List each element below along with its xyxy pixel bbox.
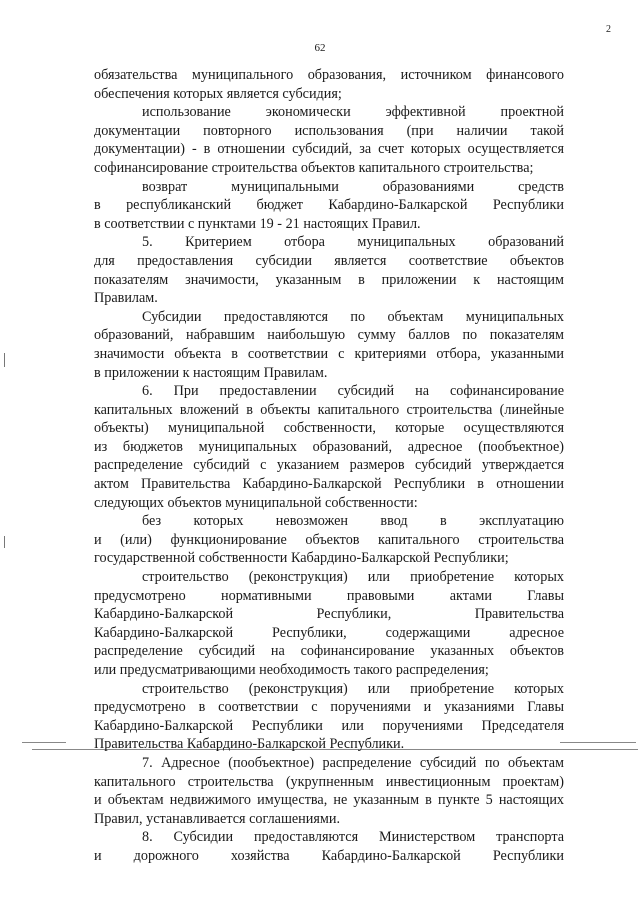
edge-tick xyxy=(4,353,5,367)
text-line: объекты) муниципальной собственности, которые осуществляются xyxy=(94,420,564,437)
text-line: предусмотрено в соответствии с поручениями и указаниями Главы xyxy=(94,699,564,716)
text-line: актом Правительства Кабардино-Балкарской Республики в отношении xyxy=(94,476,564,493)
text-line: образований, набравшим наибольшую сумму баллов по показателям xyxy=(94,327,564,344)
text-line: в республиканский бюджет Кабардино-Балкарской Республики xyxy=(94,197,564,214)
paragraph xyxy=(94,103,564,177)
text-line: или предусматривающими необходимость такого распределения; xyxy=(94,662,489,678)
paragraph xyxy=(94,382,564,512)
text-line: государственной собственности Кабардино-Балкарской Республики; xyxy=(94,550,509,567)
text-line: использование экономически эффективной проектной xyxy=(142,104,564,121)
paragraph xyxy=(94,178,564,234)
scan-line xyxy=(22,742,66,743)
paragraph xyxy=(94,512,564,568)
text-line: распределение субсидий с указанием размеров субсидий утверждается xyxy=(94,457,564,474)
text-line: капитального строительства (укрупненным инвестиционным проектам) xyxy=(94,773,564,790)
text-line: из бюджетов муниципальных образований, адресное (пообъектное) xyxy=(94,438,564,455)
text-line: в соответствии с пунктами 19 - 21 настоящих Правил. xyxy=(94,215,421,232)
text-line: значимости объекта в соответствии с критериями отбора, указанными xyxy=(94,345,564,362)
text-line: обеспечения которых является субсидия; xyxy=(94,85,342,102)
text-line: капитальных вложений в объекты капитального строительства (линейные xyxy=(94,401,564,418)
corner-mark: 2 xyxy=(606,24,611,35)
text-line: предусмотрено нормативными правовыми актами Главы xyxy=(94,587,564,604)
edge-tick xyxy=(4,536,5,548)
text-line: показателям значимости, указанным в приложении к настоящим xyxy=(94,271,564,288)
paragraph xyxy=(94,754,564,828)
paragraph xyxy=(94,568,564,680)
text-line: распределение субсидий на софинансирование указанных объектов xyxy=(94,643,564,660)
paragraph xyxy=(94,680,564,754)
text-line: обязательства муниципального образования, источником финансового xyxy=(94,67,564,83)
text-line: Правительства Кабардино-Балкарской Республики. xyxy=(94,736,405,753)
text-line: 5. Критерием отбора муниципальных образований xyxy=(142,234,564,251)
page-number: 62 xyxy=(314,42,326,54)
text-line: в приложении к настоящим Правилам. xyxy=(94,364,328,381)
text-line: возврат муниципальными образованиями средств xyxy=(142,178,564,195)
paragraph xyxy=(94,233,564,307)
paragraph xyxy=(94,828,564,865)
paragraph xyxy=(94,66,564,103)
text-line: Правил, устанавливается соглашениями. xyxy=(94,810,341,827)
text-line: документации) - в отношении субсидий, за счет которых осуществляется xyxy=(94,141,564,158)
paragraph xyxy=(94,308,564,382)
text-line: Кабардино-Балкарской Республики или поручениями Председателя xyxy=(94,717,564,734)
text-line: Правилам. xyxy=(94,290,158,307)
text-line: Кабардино-Балкарской Республики, содержащими адресное xyxy=(94,624,564,641)
text-line: строительство (реконструкция) или приобретение которых xyxy=(142,569,564,586)
text-line: для предоставления субсидии является соответствие объектов xyxy=(94,252,564,269)
text-line: 7. Адресное (пообъектное) распределение субсидий по объектам xyxy=(142,754,564,771)
text-line: следующих объектов муниципальной собственности: xyxy=(94,494,418,511)
scan-line xyxy=(560,742,636,743)
text-line: софинансирование строительства объектов капитального строительства; xyxy=(94,159,534,176)
text-line: и дорожного хозяйства Кабардино-Балкарской Республики xyxy=(94,847,564,864)
text-line: Кабардино-Балкарской Республики, Правительства xyxy=(94,606,564,623)
text-line: без которых невозможен ввод в эксплуатацию xyxy=(142,513,564,530)
document-body xyxy=(94,66,564,866)
text-line: документации повторного использования (при наличии такой xyxy=(94,122,564,139)
text-line: и объектам недвижимого имущества, не указанным в пункте 5 настоящих xyxy=(94,792,564,809)
text-line: Субсидии предоставляются по объектам муниципальных xyxy=(142,308,564,325)
text-line: 8. Субсидии предоставляются Министерством транспорта xyxy=(142,829,564,846)
text-line: строительство (реконструкция) или приобретение которых xyxy=(142,680,564,697)
text-line: и (или) функционирование объектов капитального строительства xyxy=(94,531,564,548)
text-line: 6. При предоставлении субсидий на софинансирование xyxy=(142,383,564,400)
